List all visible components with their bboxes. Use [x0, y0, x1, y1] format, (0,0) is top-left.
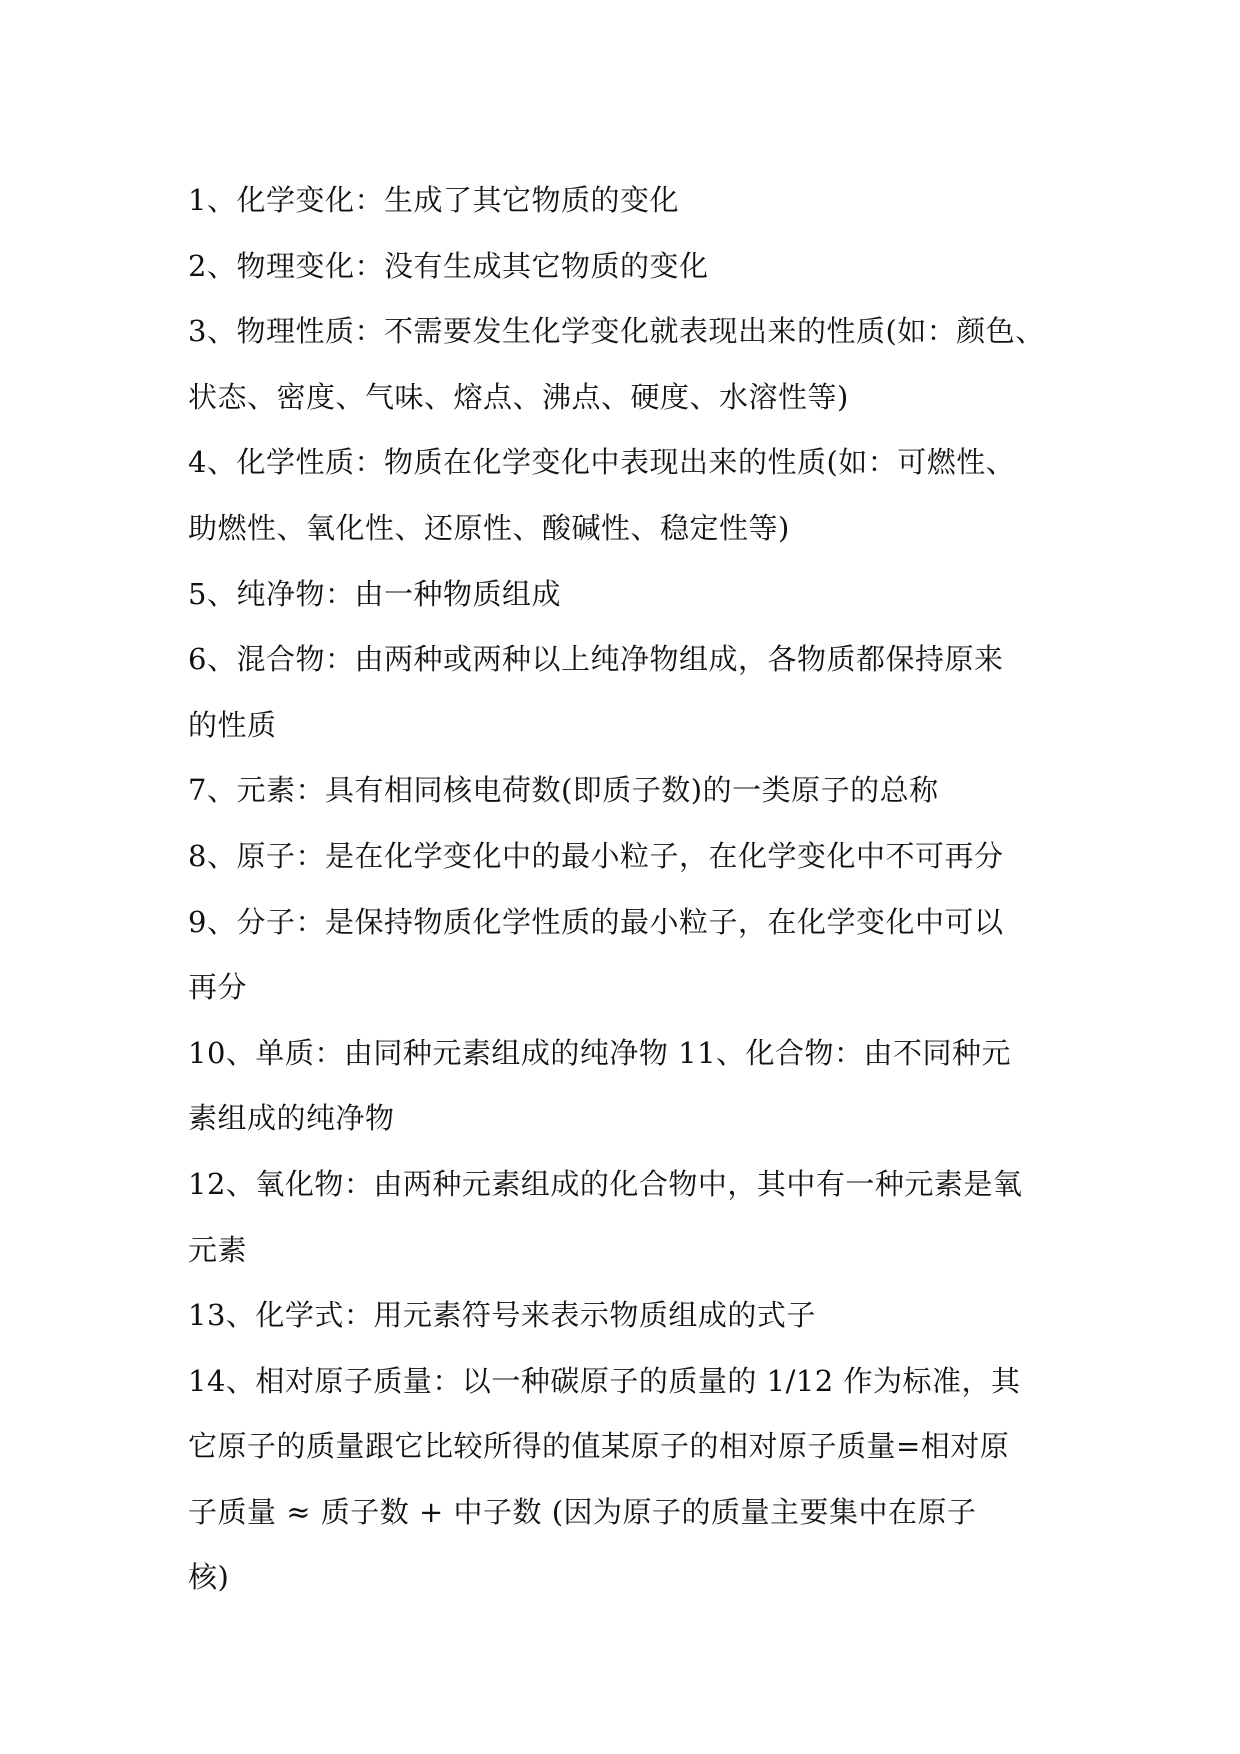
text-line: 5、纯净物：由一种物质组成 — [188, 576, 561, 611]
text-line: 子质量 ≈ 质子数 + 中子数 (因为原子的质量主要集中在原子 — [188, 1494, 977, 1529]
text-line: 12、氧化物：由两种元素组成的化合物中，其中有一种元素是氧 — [188, 1166, 1023, 1201]
text-line: 它原子的质量跟它比较所得的值某原子的相对原子质量=相对原 — [188, 1429, 1010, 1464]
text-line: 素组成的纯净物 — [188, 1101, 395, 1136]
text-line: 13、化学式：用元素符号来表示物质组成的式子 — [188, 1298, 816, 1333]
text-line: 7、元素：具有相同核电荷数(即质子数)的一类原子的总称 — [188, 773, 939, 808]
text-line: 再分 — [188, 970, 248, 1005]
text-line: 14、相对原子质量：以一种碳原子的质量的 1/12 作为标准，其 — [188, 1363, 1021, 1398]
text-line: 助燃性、氧化性、还原性、酸碱性、稳定性等) — [188, 510, 790, 545]
text-line: 核) — [188, 1560, 230, 1595]
document-body — [188, 168, 1088, 1611]
text-line: 元素 — [188, 1232, 248, 1267]
text-line: 3、物理性质：不需要发生化学变化就表现出来的性质(如：颜色、 — [188, 314, 1045, 349]
text-line: 的性质 — [188, 707, 277, 742]
text-line: 2、物理变化：没有生成其它物质的变化 — [188, 248, 709, 283]
text-line: 8、原子：是在化学变化中的最小粒子，在化学变化中不可再分 — [188, 838, 1004, 873]
text-line: 1、化学变化：生成了其它物质的变化 — [188, 183, 679, 217]
text-line: 10、单质：由同种元素组成的纯净物 11、化合物：由不同种元 — [188, 1035, 1012, 1070]
text-line: 6、混合物：由两种或两种以上纯净物组成，各物质都保持原来 — [188, 642, 1004, 677]
text-line: 4、化学性质：物质在化学变化中表现出来的性质(如：可燃性、 — [188, 445, 1016, 480]
text-line: 9、分子：是保持物质化学性质的最小粒子，在化学变化中可以 — [188, 904, 1004, 939]
text-line: 状态、密度、气味、熔点、沸点、硬度、水溶性等) — [188, 379, 849, 414]
